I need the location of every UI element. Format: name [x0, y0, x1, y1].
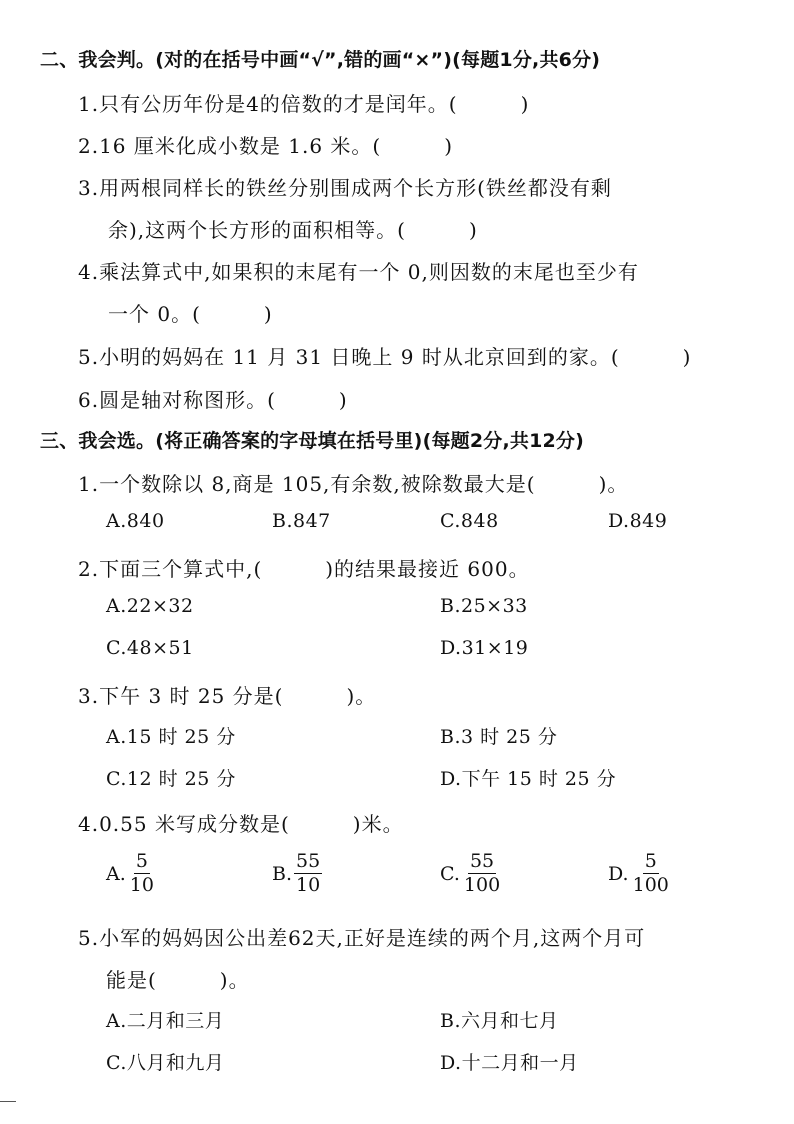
- choice-q5-stem-line-1: 5.小军的妈妈因公出差62天,正好是连续的两个月,这两个月可: [78, 926, 646, 950]
- judge-item-4-line-1: 4.乘法算式中,如果积的末尾有一个 0,则因数的末尾也至少有: [78, 260, 639, 284]
- choice-q2-option-d: D.31×19: [440, 637, 529, 659]
- judge-item-6: 6.圆是轴对称图形。( ): [78, 388, 348, 412]
- judge-item-3-line-1: 3.用两根同样长的铁丝分别围成两个长方形(铁丝都没有剩: [78, 176, 612, 200]
- option-label: A.: [106, 862, 126, 885]
- fraction-denominator: 100: [632, 874, 669, 896]
- page-edge-mark: [0, 1101, 16, 1102]
- judge-item-5: 5.小明的妈妈在 11 月 31 日晚上 9 时从北京回到的家。( ): [78, 345, 692, 369]
- fraction-denominator: 10: [296, 874, 321, 896]
- choice-q1-option-b: B.847: [272, 510, 331, 532]
- choice-q5-option-d: D.十二月和一月: [440, 1052, 579, 1074]
- choice-q4-option-a: [106, 852, 156, 895]
- fraction: [631, 852, 671, 895]
- choice-q5-option-b: B.六月和七月: [440, 1010, 559, 1032]
- choice-q3-option-d: D.下午 15 时 25 分: [440, 768, 617, 790]
- fraction-numerator: 55: [296, 850, 321, 872]
- choice-q3-option-a: A.15 时 25 分: [106, 726, 236, 748]
- fraction-numerator: 5: [644, 850, 657, 872]
- section-3-heading: 三、我会选。(将正确答案的字母填在括号里)(每题2分,共12分): [40, 430, 585, 452]
- judge-item-4-line-2: 一个 0。( ): [108, 302, 273, 326]
- judge-item-1: 1.只有公历年份是4的倍数的才是闰年。( ): [78, 92, 530, 116]
- choice-q1-option-c: C.848: [440, 510, 499, 532]
- choice-q3-option-c: C.12 时 25 分: [106, 768, 236, 790]
- choice-q4-option-b: [272, 852, 322, 895]
- choice-q5-option-c: C.八月和九月: [106, 1052, 225, 1074]
- choice-q4-stem: 4.0.55 米写成分数是( )米。: [78, 812, 404, 836]
- choice-q1-option-d: D.849: [608, 510, 668, 532]
- choice-q1-stem: 1.一个数除以 8,商是 105,有余数,被除数最大是( )。: [78, 472, 629, 496]
- fraction: [128, 852, 156, 895]
- option-label: D.: [608, 862, 629, 885]
- choice-q4-option-d: [608, 852, 671, 895]
- choice-q3-stem: 3.下午 3 时 25 分是( )。: [78, 684, 377, 708]
- choice-q5-stem-line-2: 能是( )。: [106, 968, 250, 992]
- choice-q1-option-a: A.840: [106, 510, 165, 532]
- option-label: C.: [440, 862, 460, 885]
- fraction: [462, 852, 502, 895]
- choice-q2-option-b: B.25×33: [440, 595, 528, 617]
- choice-q3-option-b: B.3 时 25 分: [440, 726, 558, 748]
- section-2-heading: 二、我会判。(对的在括号中画“√”,错的画“×”)(每题1分,共6分): [40, 49, 601, 71]
- choice-q2-option-a: A.22×32: [106, 595, 194, 617]
- choice-q4-option-c: [440, 852, 502, 895]
- choice-q2-option-c: C.48×51: [106, 637, 194, 659]
- judge-item-2: 2.16 厘米化成小数是 1.6 米。( ): [78, 134, 454, 158]
- choice-q5-option-a: A.二月和三月: [106, 1010, 225, 1032]
- fraction-numerator: 55: [469, 850, 495, 872]
- fraction-denominator: 100: [463, 874, 501, 896]
- fraction-denominator: 10: [129, 874, 154, 896]
- choice-q2-stem: 2.下面三个算式中,( )的结果最接近 600。: [78, 557, 530, 581]
- fraction-numerator: 5: [135, 850, 148, 872]
- option-label: B.: [272, 862, 293, 885]
- judge-item-3-line-2: 余),这两个长方形的面积相等。( ): [108, 218, 478, 242]
- fraction: [294, 852, 322, 895]
